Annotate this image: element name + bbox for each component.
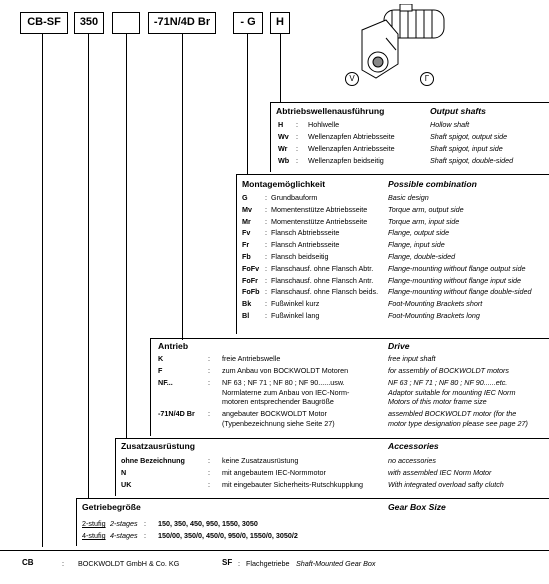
mounting-en: Flange-mounting without flange input side [388,275,522,285]
colon: : [265,204,267,214]
connector-motor [182,34,183,340]
mounting-en: Foot-Mounting Brackets long [388,311,480,320]
colon: : [265,193,267,202]
mounting-en: Flange-mounting without flange double-sided [388,287,532,297]
gearbox-stage-en: 2-stages [110,519,138,528]
footer-cb-name: BOCKWOLDT GmbH & Co. KG [78,559,180,568]
colon: : [208,409,210,418]
drive-de-line: (Typenbezeichnung siehe Seite 27) [222,418,335,428]
drive-de-line: Normlaterne zum Anbau von IEC-Norm- [222,387,350,397]
drive-de-line: freie Antriebswelle [222,354,281,363]
mounting-de: Flanschausf. ohne Flansch Antr. [271,275,374,285]
colon: : [265,311,267,320]
drive-code: F [158,366,163,375]
mounting-de: Flansch beidseitig [271,252,329,261]
colon: : [265,216,267,226]
colon: : [296,132,298,141]
drive-en-line: Motors of this motor frame size [388,397,487,406]
mounting-code: FoFb [242,287,260,297]
colon: : [265,299,267,309]
mounting-code: Mr [242,216,251,226]
mounting-code: Mv [242,204,252,214]
gearbox-title-en: Gear Box Size [388,502,446,512]
drive-de-line: motoren entsprechender Baugröße [222,397,334,406]
footer-rule [0,550,549,551]
rotation-mark-gamma: Γ [420,72,434,86]
colon: : [208,378,210,387]
mounting-title-en: Possible combination [388,179,477,189]
mounting-en: Torque arm, input side [388,216,460,226]
output-shaft-code: Wb [278,156,290,165]
accessory-code: N [121,468,127,477]
connector-accessories [126,34,127,438]
colon: : [208,354,210,363]
output-shaft-de: Wellenzapfen beidseitig [308,156,384,165]
accessories-title-de: Zusatzausrüstung [121,441,196,451]
mounting-code: Bk [242,299,252,309]
mounting-code: G [242,193,248,202]
drive-code: -71N/4D Br [158,409,195,418]
mounting-de: Grundbauform [271,193,318,202]
accessory-de: keine Zusatzausrüstung [222,456,299,465]
drive-de-line: NF 63 ; NF 71 ; NF 80 ; NF 90......usw. [222,378,345,387]
accessory-de: mit eingebauter Sicherheits-Rutschkupplung [222,480,364,489]
colon: : [265,252,267,261]
drive-en-line: motor type designation please see page 27) [388,418,528,428]
code-size-box: 350 [74,12,104,34]
drive-en-line: Adaptor suitable for mounting IEC Norm [388,387,516,397]
mounting-en: Torque arm, output side [388,204,464,214]
mounting-en: Basic design [388,193,429,202]
drive-en-line: for assembly of BOCKWOLDT motors [388,366,510,375]
mounting-code: Fr [242,240,250,250]
output-shaft-en: Shaft spigot, output side [430,132,508,141]
mounting-en: Foot-Mounting Brackets short [388,299,483,309]
colon: : [265,287,267,297]
mounting-de: Flanschausf. ohne Flansch beids. [271,287,379,297]
connector-mount [247,34,248,174]
mounting-code: Fb [242,252,251,261]
mounting-de: Fußwinkel lang [271,311,320,320]
accessory-de: mit angebautem IEC-Normmotor [222,468,326,477]
output-shaft-code: H [278,120,284,129]
accessory-en: With integrated overload safty clutch [388,480,504,489]
colon: : [208,468,210,477]
drive-de-line: angebauter BOCKWOLDT Motor [222,409,327,418]
connector-size [88,34,89,499]
colon: : [208,456,210,465]
gearbox-motor-illustration [356,4,456,94]
drive-en-line: assembled BOCKWOLDT motor (for the [388,409,517,418]
gearbox-stage-en: 4-stages [110,531,138,540]
mounting-code: Bl [242,311,250,320]
accessory-en: with assembled IEC Norm Motor [388,468,492,477]
colon: : [265,275,267,285]
colon: : [265,240,267,250]
mounting-de: Flanschausf. ohne Flansch Abtr. [271,263,374,273]
code-blank-box [112,12,140,34]
footer-colon-2: : [238,559,240,568]
drive-title-en: Drive [388,341,410,351]
accessory-code: ohne Bezeichnung [121,456,185,465]
colon: : [265,228,267,238]
code-shaft-box: H [270,12,290,34]
mounting-de: Flansch Antriebsseite [271,240,340,250]
drive-en-line: free input shaft [388,354,436,363]
mounting-en: Flange, output side [388,228,450,238]
code-prefix-box: CB-SF [20,12,68,34]
drive-en-line: NF 63 ; NF 71 ; NF 80 ; NF 90......etc. [388,378,508,387]
mounting-en: Flange, double-sided [388,252,456,261]
accessory-code: UK [121,480,132,489]
output-shaft-de: Hohlwelle [308,120,340,129]
colon: : [208,480,210,489]
output-shaft-en: Shaft spigot, double-sided [430,156,514,165]
connector-prefix [42,34,43,547]
mounting-code: FoFr [242,275,258,285]
output-shafts-title-en: Output shafts [430,106,486,116]
output-shaft-de: Wellenzapfen Abtriebsseite [308,132,395,141]
footer-sf-en: Shaft-Mounted Gear Box [296,559,376,568]
rotation-mark-v: V [345,72,359,86]
output-shaft-code: Wr [278,144,288,153]
drive-code: K [158,354,164,363]
colon: : [296,144,298,153]
footer-colon-1: : [62,559,64,568]
gearbox-stage-de: 2-stufig [82,519,106,528]
colon: : [265,263,267,273]
colon: : [296,156,298,165]
connector-shaft [280,34,281,102]
gearbox-size-panel [76,498,549,546]
drive-de-line: zum Anbau von BOCKWOLDT Motoren [222,366,349,375]
gearbox-title-de: Getriebegröße [82,502,141,512]
colon: : [144,519,146,528]
mounting-en: Flange-mounting without flange output side [388,263,526,273]
output-shaft-en: Shaft spigot, input side [430,144,503,153]
colon: : [208,366,210,375]
footer-cb-code: CB [22,558,34,567]
output-shaft-de: Wellenzapfen Antriebsseite [308,144,395,153]
mounting-code: Fv [242,228,251,238]
code-motor-box: -71N/4D Br [148,12,216,34]
mounting-en: Flange, input side [388,240,445,250]
mounting-de: Flansch Abtriebsseite [271,228,340,238]
output-shaft-code: Wv [278,132,289,141]
output-shafts-title-de: Abtriebswellenausführung [276,106,385,116]
mounting-code: FoFv [242,263,260,273]
footer-sf-code: SF [222,558,233,567]
drive-title-de: Antrieb [158,341,189,351]
mounting-title-de: Montagemöglichkeit [242,179,326,189]
accessory-en: no accessories [388,456,436,465]
gearbox-sizes: 150, 350, 450, 950, 1550, 3050 [158,519,258,528]
colon: : [144,531,146,540]
gearbox-sizes: 150/00, 350/0, 450/0, 950/0, 1550/0, 3050/2 [158,531,298,540]
mounting-de: Momentenstütze Antriebsseite [271,216,368,226]
footer-sf-de: Flachgetriebe [246,559,290,568]
mounting-de: Fußwinkel kurz [271,299,320,309]
accessories-title-en: Accessories [388,441,439,451]
code-mount-box: - G [233,12,263,34]
output-shaft-en: Hollow shaft [430,120,470,129]
mounting-de: Momentenstütze Abtriebsseite [271,204,368,214]
colon: : [296,120,298,129]
drive-code: NF... [158,378,173,387]
gearbox-stage-de: 4-stufig [82,531,106,540]
